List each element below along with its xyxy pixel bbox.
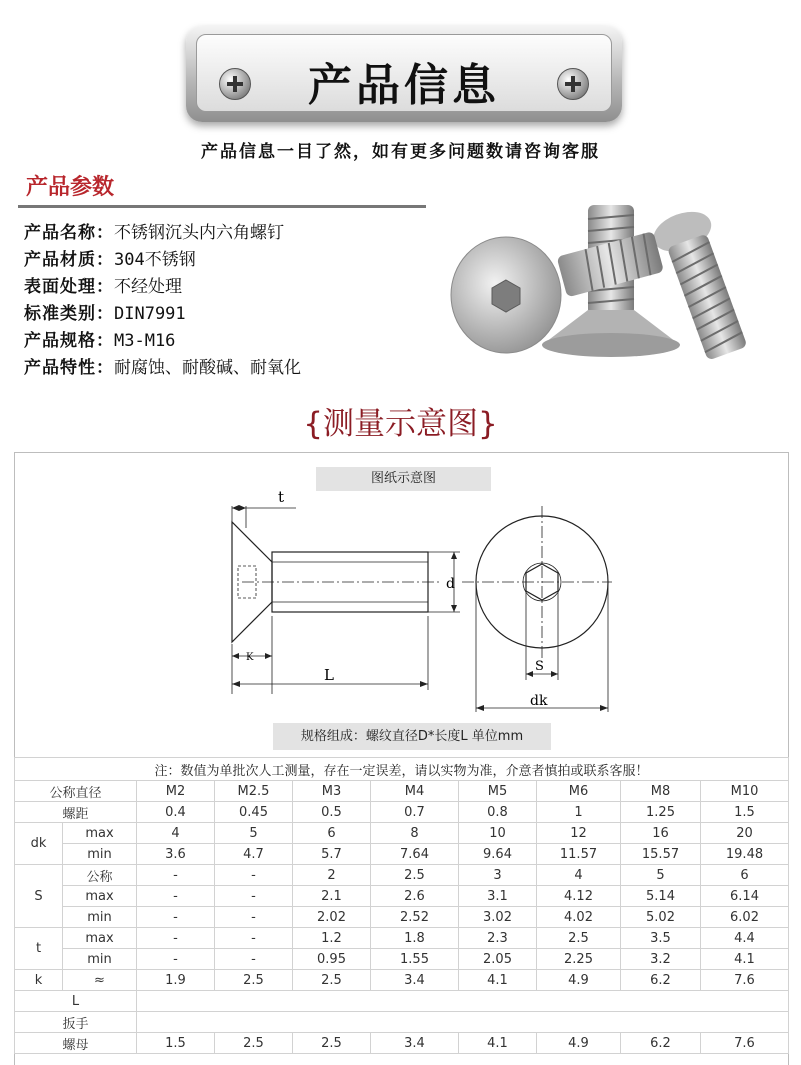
row-label: L	[15, 991, 137, 1012]
table-cell: 3.2	[621, 949, 701, 970]
table-cell: 6	[293, 823, 371, 844]
table-cell: -	[215, 928, 293, 949]
table-row	[15, 991, 789, 1012]
table-cell: 3.4	[371, 970, 459, 991]
table-cell: 1.55	[371, 949, 459, 970]
param-key: 产品规格：	[24, 331, 114, 351]
table-cell: 0.7	[371, 802, 459, 823]
param-key: 标准类别：	[24, 304, 114, 324]
table-cell: 2.25	[537, 949, 621, 970]
table-cell: M2.5	[215, 781, 293, 802]
table-cell: M5	[459, 781, 537, 802]
table-cell: 4	[537, 865, 621, 886]
row-label: 螺距	[15, 802, 137, 823]
row-label: t	[15, 928, 63, 970]
table-cell: 5	[215, 823, 293, 844]
table-cell: 4.9	[537, 1033, 621, 1054]
table-cell: 4.12	[537, 886, 621, 907]
param-row	[24, 218, 284, 243]
param-row	[24, 353, 301, 378]
table-cell: 0.8	[459, 802, 537, 823]
table-cell: 2	[293, 865, 371, 886]
table-cell: 5.7	[293, 844, 371, 865]
label-d: d	[446, 576, 455, 592]
table-cell: 1.5	[137, 1033, 215, 1054]
table-cell: M3	[293, 781, 371, 802]
table-cell: 2.52	[371, 907, 459, 928]
product-photo	[440, 200, 780, 375]
table-cell: -	[137, 949, 215, 970]
param-key: 表面处理：	[24, 277, 114, 297]
table-cell: 1.2	[293, 928, 371, 949]
table-cell: 20	[701, 823, 789, 844]
row-sublabel: 公称	[63, 865, 137, 886]
param-value: DIN7991	[114, 304, 186, 324]
table-row	[15, 886, 789, 907]
drawing-caption: 图纸示意图	[316, 467, 491, 491]
row-label: 扳手	[15, 1012, 137, 1033]
row-sublabel: max	[63, 928, 137, 949]
table-row	[15, 865, 789, 886]
table-cell: 2.5	[215, 1033, 293, 1054]
table-cell: -	[215, 949, 293, 970]
table-row	[15, 1033, 789, 1054]
table-cell: 8	[371, 823, 459, 844]
table-cell: 7.6	[701, 1033, 789, 1054]
table-cell: 3	[459, 865, 537, 886]
table-cell: M4	[371, 781, 459, 802]
table-cell: 2.3	[459, 928, 537, 949]
table-cell: 6.14	[701, 886, 789, 907]
label-s: S	[535, 659, 544, 674]
divider	[18, 205, 426, 208]
table-cell: 2.1	[293, 886, 371, 907]
table-cell: 3.5	[621, 928, 701, 949]
table-cell: 4.02	[537, 907, 621, 928]
table-cell: -	[137, 886, 215, 907]
table-row	[15, 928, 789, 949]
table-note: 注：数值为单批次人工测量，存在一定误差，请以实物为准，介意者慎拍或联系客服！	[15, 758, 789, 781]
table-cell: 7.64	[371, 844, 459, 865]
table-cell: 9.64	[459, 844, 537, 865]
table-row	[15, 1012, 789, 1033]
params-heading: 产品参数	[26, 174, 115, 200]
row-label: 公称直径	[15, 781, 137, 802]
table-row	[15, 802, 789, 823]
table-cell: 7.6	[701, 970, 789, 991]
table-row	[15, 781, 789, 802]
row-sublabel: min	[63, 949, 137, 970]
table-row	[15, 758, 789, 781]
subtitle: 产品信息一目了然，如有更多问题数请咨询客服	[201, 142, 600, 162]
row-sublabel: max	[63, 886, 137, 907]
table-cell: -	[215, 907, 293, 928]
table-row	[15, 907, 789, 928]
table-cell: 2.5	[537, 928, 621, 949]
label-k: K	[246, 652, 254, 663]
table-cell: 4	[137, 823, 215, 844]
table-cell: 4.4	[701, 928, 789, 949]
table-cell: 0.5	[293, 802, 371, 823]
table-cell: 12	[537, 823, 621, 844]
row-sublabel: min	[63, 844, 137, 865]
row-sublabel: ≈	[63, 970, 137, 991]
table-cell: 6	[701, 865, 789, 886]
param-value: 不经处理	[114, 277, 182, 297]
table-cell: 2.5	[215, 970, 293, 991]
technical-drawing	[212, 484, 612, 714]
table-cell: 6.2	[621, 1033, 701, 1054]
screw-icon	[557, 68, 589, 100]
measure-heading: {测量示意图}	[303, 406, 498, 442]
table-cell: 5.02	[621, 907, 701, 928]
table-cell: M2	[137, 781, 215, 802]
param-key: 产品材质：	[24, 250, 114, 270]
table-cell: 2.5	[371, 865, 459, 886]
banner-title: 产品信息	[308, 60, 500, 111]
param-value: 不锈钢沉头内六角螺钉	[114, 223, 284, 243]
table-row	[15, 844, 789, 865]
table-cell: 4.9	[537, 970, 621, 991]
table-cell: 0.95	[293, 949, 371, 970]
table-row	[15, 949, 789, 970]
table-cell: 0.4	[137, 802, 215, 823]
table-cell: 2.6	[371, 886, 459, 907]
row-label: k	[15, 970, 63, 991]
row-label: S	[15, 865, 63, 928]
table-cell: 3.6	[137, 844, 215, 865]
param-value: 304不锈钢	[114, 250, 196, 270]
table-cell: 4.1	[459, 970, 537, 991]
table-cell: 3.1	[459, 886, 537, 907]
table-cell: 1.25	[621, 802, 701, 823]
spec-caption: 规格组成：螺纹直径D*长度L 单位mm	[273, 723, 551, 750]
table-cell: 1.5	[701, 802, 789, 823]
param-row	[24, 272, 182, 297]
row-label: 螺母	[15, 1033, 137, 1054]
param-key: 产品名称：	[24, 223, 114, 243]
param-row	[24, 326, 175, 351]
label-dk: dk	[530, 693, 548, 709]
table-row	[15, 970, 789, 991]
table-cell: 2.02	[293, 907, 371, 928]
param-key: 产品特性：	[24, 358, 114, 378]
table-cell: 0.45	[215, 802, 293, 823]
table-cell: 5.14	[621, 886, 701, 907]
row-label: dk	[15, 823, 63, 865]
table-cell	[137, 1012, 789, 1033]
table-cell: 4.1	[701, 949, 789, 970]
table-cell: -	[137, 907, 215, 928]
table-cell: 1	[537, 802, 621, 823]
param-row	[24, 245, 196, 270]
param-value: 耐腐蚀、耐酸碱、耐氧化	[114, 358, 301, 378]
table-cell: -	[137, 865, 215, 886]
label-L: L	[324, 666, 334, 684]
table-cell: 16	[621, 823, 701, 844]
table-cell	[137, 991, 789, 1012]
table-cell: 15.57	[621, 844, 701, 865]
table-cell: 1.9	[137, 970, 215, 991]
label-t: t	[278, 488, 285, 506]
table-cell: -	[215, 865, 293, 886]
banner-plate	[196, 34, 612, 112]
table-cell: 6.2	[621, 970, 701, 991]
table-cell: 19.48	[701, 844, 789, 865]
table-cell: 4.1	[459, 1033, 537, 1054]
table-cell: 2.5	[293, 1033, 371, 1054]
table-cell: M10	[701, 781, 789, 802]
table-cell: 4.7	[215, 844, 293, 865]
param-row	[24, 299, 186, 324]
table-cell: 1.8	[371, 928, 459, 949]
table-cell: 11.57	[537, 844, 621, 865]
table-cell: 6.02	[701, 907, 789, 928]
banner	[186, 26, 622, 122]
table-cell: -	[137, 928, 215, 949]
table-cell: -	[215, 886, 293, 907]
table-cell: M8	[621, 781, 701, 802]
table-cell: 5	[621, 865, 701, 886]
row-sublabel: max	[63, 823, 137, 844]
table-cell: 3.02	[459, 907, 537, 928]
row-sublabel: min	[63, 907, 137, 928]
spec-table	[14, 757, 789, 1054]
table-cell: 2.05	[459, 949, 537, 970]
table-cell: M6	[537, 781, 621, 802]
table-cell: 10	[459, 823, 537, 844]
table-row	[15, 823, 789, 844]
param-value: M3-M16	[114, 331, 176, 351]
table-cell: 3.4	[371, 1033, 459, 1054]
table-cell: 2.5	[293, 970, 371, 991]
